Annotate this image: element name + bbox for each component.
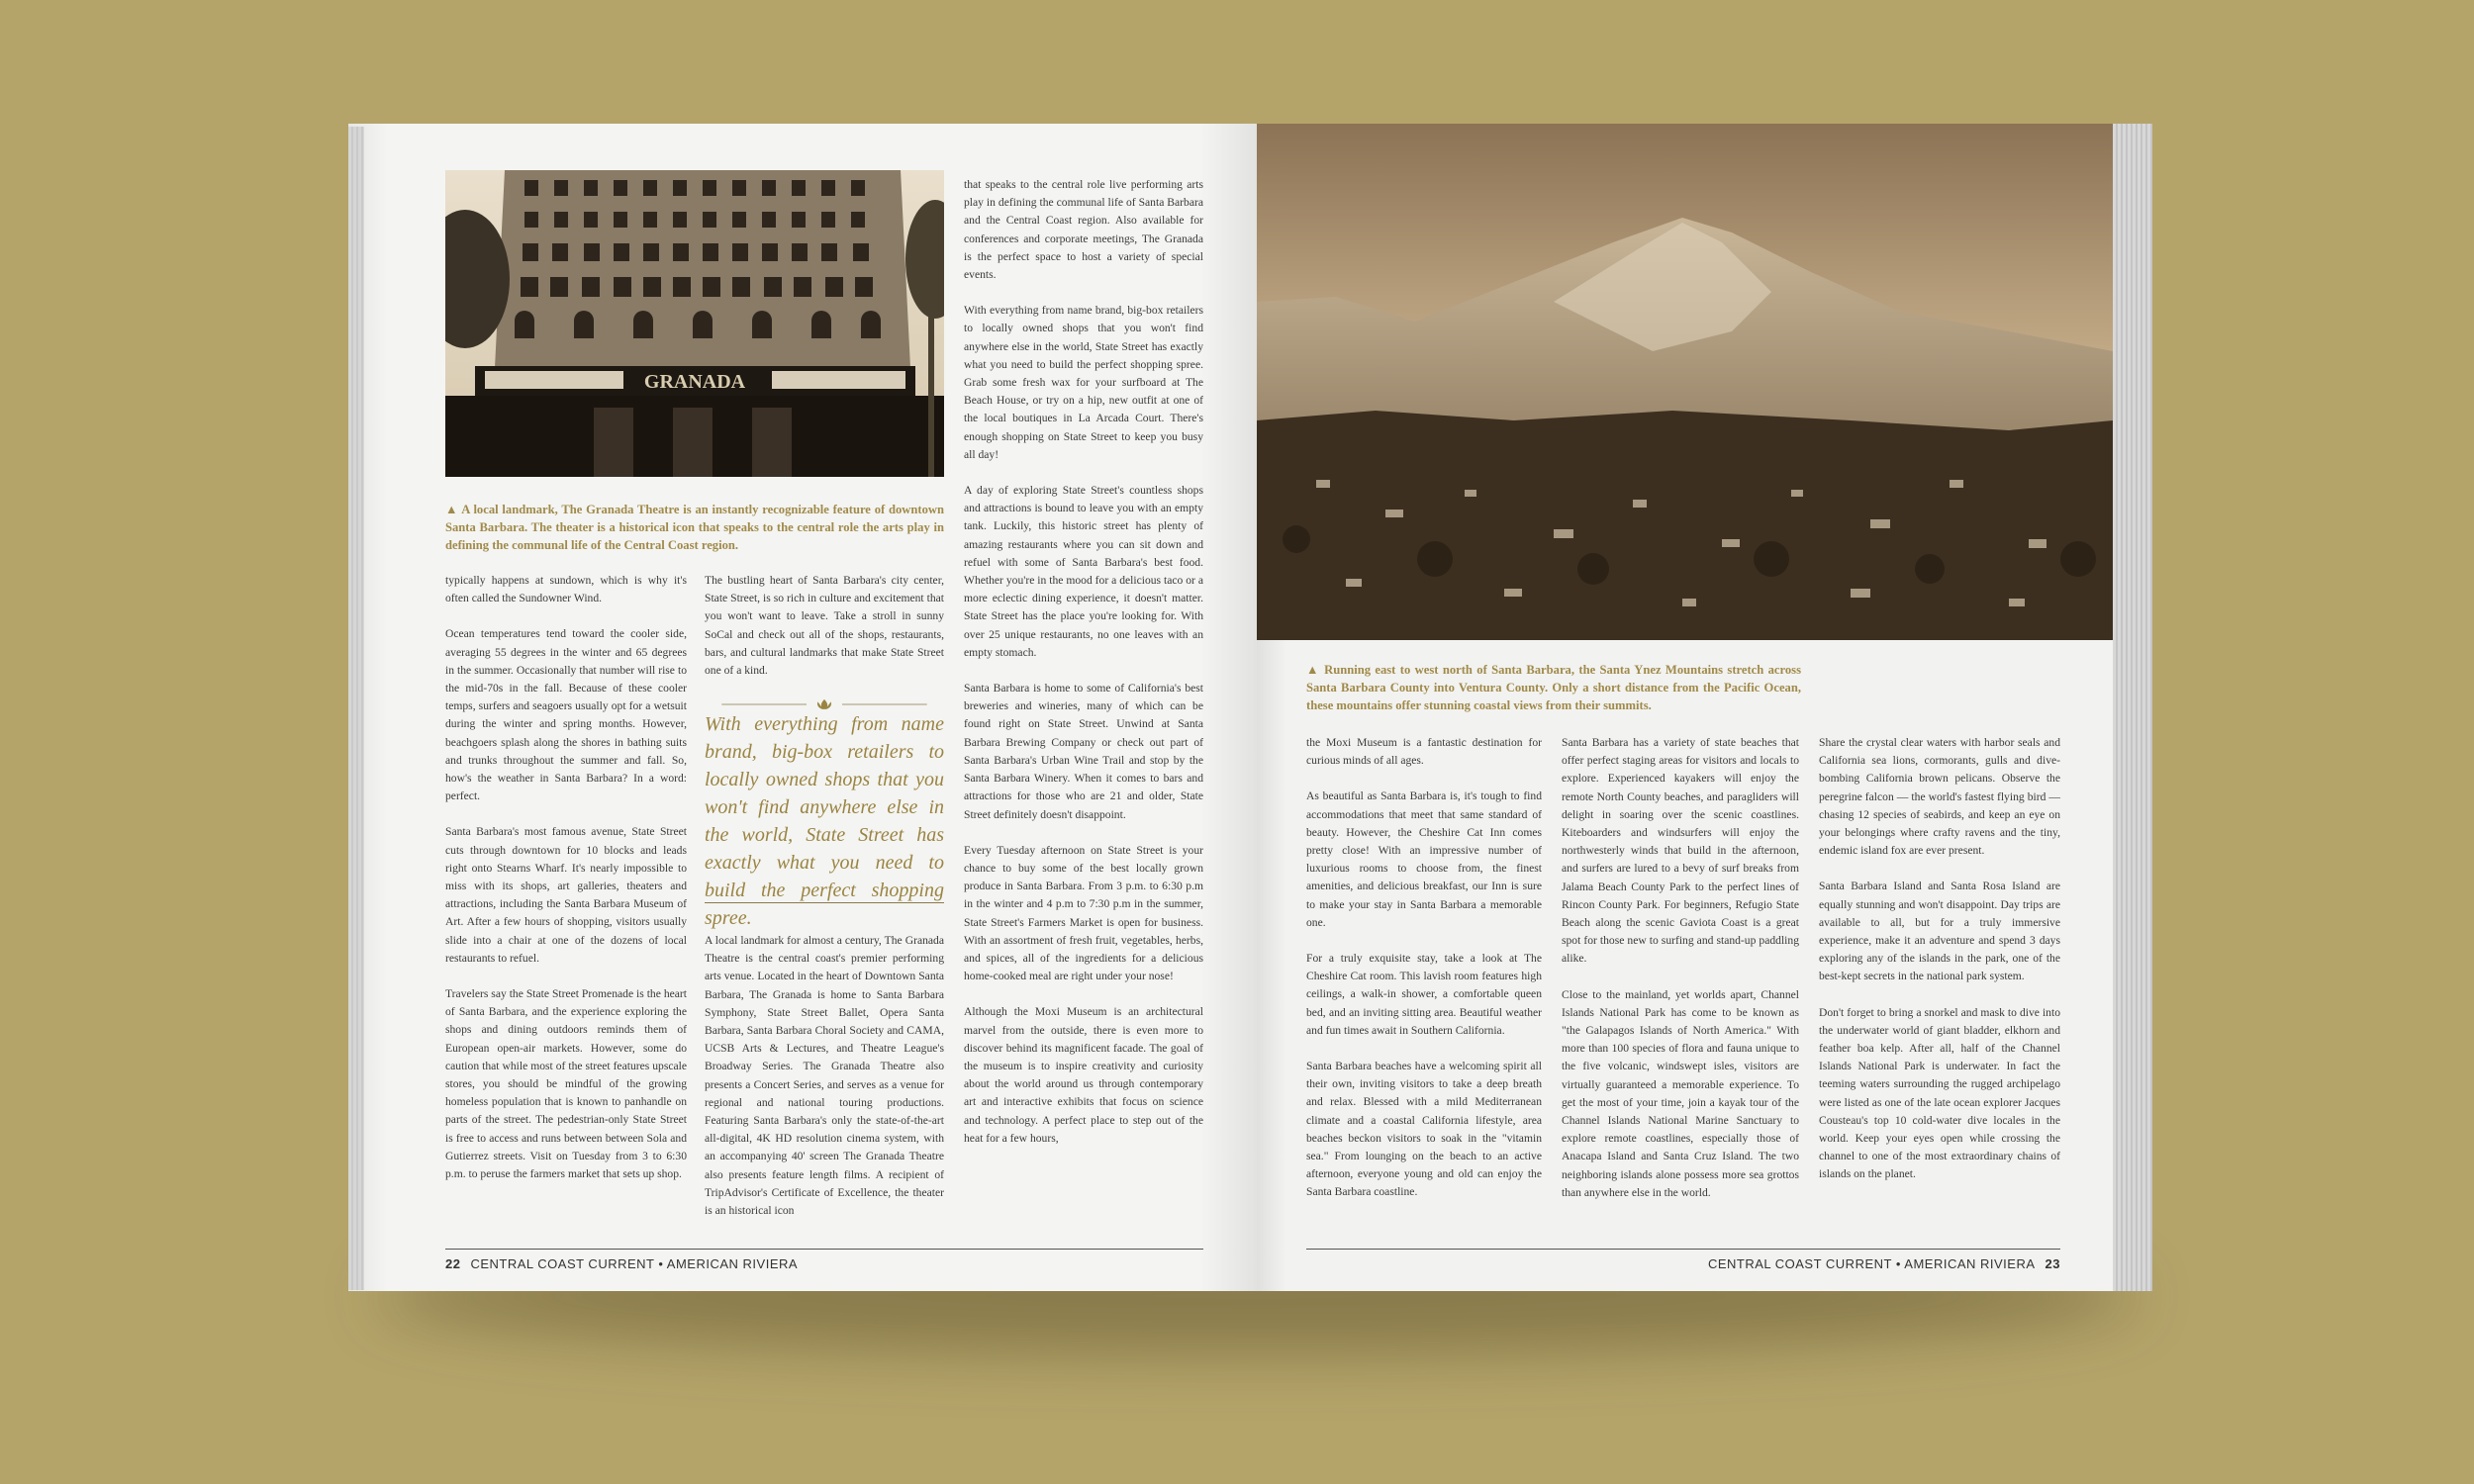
right-column-2 [1562, 734, 1799, 1220]
paragraph: Although the Moxi Museum is an architectural marvel from the outside, there is even more to discover behind its magnificent facade. The goal of the museum is to inspire creativity and curiosity about the world around us through contemporary art and interactive exhibits that focus on science and technology. A perfect place to step out of the heat for a few hours, [964, 1005, 1203, 1145]
page-number: 22 [445, 1256, 461, 1271]
right-page-edge [2113, 124, 2152, 1291]
paragraph: Close to the mainland, yet worlds apart, Channel Islands National Park has come to be known as "the Galapagos Islands of North America." With more than 100 species of flora and fauna unique to the five volcanic, windswept isles, visitors are virtually guaranteed a memorable experience. To get the most of your time, join a kayak tour of the Channel Islands National Marine Sanctuary to explore remote coastlines, especially those of Anacapa Island and Santa Cruz Island. The two neighboring islands alone possess more sea grottos than anywhere else in the world. [1562, 987, 1799, 1199]
left-footer-rule [445, 1249, 1203, 1250]
paragraph: typically happens at sundown, which is why it's often called the Sundowner Wind. [445, 574, 687, 605]
paragraph: Don't forget to bring a snorkel and mask to dive into the underwater world of giant bladder, elkhorn and feather boa kelp. After all, half of the Channel Islands National Park is underwater. In fact the teeming waters surrounding the rugged archipelago were listed as one of the late ocean explorer Jacques Cousteau's top 10 cold-water dive locales in the world. Keep your eyes open while crossing the channel to one of the most extraordinary chains of islands on the planet. [1819, 1005, 2060, 1181]
paragraph: Every Tuesday afternoon on State Street is your chance to buy some of the best locally grown produce in Santa Barbara. From 3 p.m. to 6:30 p.m in the winter and 4 p.m to 7:30 p.m in the summer, State Street's Farmers Market is open for business. With an assortment of fresh fruit, vegetables, herbs, and spices, all of the ingredients for a delicious home-cooked meal are right under your nose! [964, 843, 1203, 983]
page-number: 23 [2045, 1256, 2060, 1271]
paragraph: With everything from name brand, big-box retailers to locally owned shops that you won't find anywhere else in the world, State Street has exactly what you need to build the perfect shopping spree. Grab some fresh wax for your surfboard at The Beach House, or try on a hip, new outfit at one of the local boutiques in La Arcada Court. There's enough shopping on State Street to keep you busy all day! [964, 304, 1203, 461]
paragraph: Travelers say the State Street Promenade is the heart of Santa Barbara, and the experience exploring the shops and dining outdoors reminds them of European open-air markets. However, some do caution that while most of the street features upscale stores, you should be mindful of the growing homeless population that is known to panhandle on parts of the street. The pedestrian-only State Street is free to access and runs between between Sola and Gutierrez streets. Visit on Tuesday from 3 to 6:30 p.m. to peruse the farmers market that sets up shop. [445, 987, 687, 1181]
marquee-sign: GRANADA [643, 371, 746, 393]
paragraph: Santa Barbara's most famous avenue, State Street cuts through downtown for 10 blocks and leads right onto Stearns Wharf. It's nearly impossible to miss with its shops, art galleries, theaters and attractions, including the Santa Barbara Museum of Art. After a few hours of shopping, visitors usually slide into a chair at one of the dozens of local restaurants to refuel. [445, 825, 687, 965]
paragraph: As beautiful as Santa Barbara is, it's tough to find accommodations that meet that same standard of beauty. However, the Cheshire Cat Inn comes pretty close! With an impressive number of luxurious rooms to choose from, the finest amenities, and delicious breakfast, our Inn is sure to make your stay in Santa Barbara a memorable one. [1306, 789, 1542, 929]
left-column-3 [964, 176, 1203, 1165]
paragraph: Share the crystal clear waters with harbor seals and California sea lions, cormorants, gulls and dive-bombing California brown pelicans. Observe the peregrine falcon — the world's fastest flying bird — chasing 12 species of seabirds, and keep an eye on your belongings where crafty ravens and the tiny, endemic island fox are ever present. [1819, 736, 2060, 858]
left-column-2-bottom [705, 932, 944, 1238]
publication-name: CENTRAL COAST CURRENT • AMERICAN RIVIERA [1707, 1256, 2036, 1271]
right-column-3 [1819, 734, 2060, 1202]
paragraph: Santa Barbara is home to some of California's best breweries and wineries, many of which can be found right on State Street. Unwind at Santa Barbara Brewing Company or check out part of Santa Barbara's Urban Wine Trail and stop by the Santa Barbara Winery. When it comes to bars and attractions for those who are 21 and older, State Street definitely doesn't disappoint. [964, 682, 1203, 821]
left-column-2-top [705, 572, 944, 697]
left-page-edge [348, 127, 364, 1290]
right-footer [1708, 1256, 2060, 1271]
paragraph: Santa Barbara has a variety of state beaches that offer perfect staging areas for visitors and locals to explore. Experienced kayakers will enjoy the remote North County beaches, and paragliders will delight in soaring over the scenic coastlines. Kiteboarders and windsurfers will enjoy the northwesterly winds that build in the afternoon, and surfers are lured to a bevy of surf breaks from Jalama Beach County Park to the perfect lines of Rincon County Park. For beginners, Refugio State Beach along the scenic Gaviota Coast is a great spot for those new to surfing and stand-up paddling alike. [1562, 736, 1799, 966]
paragraph: that speaks to the central role live performing arts play in defining the communal life of Santa Barbara and the Central Coast region. Also available for conferences and corporate meetings, The Granada is the perfect space to host a variety of special events. [964, 178, 1203, 282]
paragraph: A day of exploring State Street's countless shops and attractions is bound to leave you with an empty tank. Luckily, this historic street has plenty of amazing restaurants where you can sit down and refuel with some of Santa Barbara's best food. Whether you're in the mood for a delicious taco or a more eclectic dining experience, it doesn't matter. State Street has the place you're looking for. With over 25 unique restaurants, no one leaves with an empty stomach. [964, 484, 1203, 659]
paragraph: Ocean temperatures tend toward the cooler side, averaging 55 degrees in the winter and 65 degrees in the summer. Occasionally that number will rise to the mid-70s in the fall. Because of these cooler temps, surfers and seagoers usually opt for a wetsuit during the winter and spring months. However, beachgoers splash along the shores in bathing suits and trunks throughout the summer and fall. So, how's the weather in Santa Barbara? In a word: perfect. [445, 627, 687, 803]
right-column-1 [1306, 734, 1542, 1220]
left-footer [445, 1256, 798, 1271]
right-footer-rule [1306, 1249, 2060, 1250]
left-column-1 [445, 572, 687, 1201]
paragraph: Santa Barbara Island and Santa Rosa Island are equally stunning and won't disappoint. Day trips are available to all, but for a truly immersive experience, make it an adventure and spend 3 days exploring any of the islands in the park, one of the best-kept secrets in the national park system. [1819, 880, 2060, 983]
publication-name: CENTRAL COAST CURRENT • AMERICAN RIVIERA [470, 1256, 799, 1271]
paragraph: the Moxi Museum is a fantastic destination for curious minds of all ages. [1306, 736, 1542, 768]
pull-quote: With everything from name brand, big-box retailers to locally owned shops that you won't find anywhere else in the world, State Street has exactly what you need to build the perfect shopping spree. [705, 713, 944, 929]
paragraph: A local landmark for almost a century, The Granada Theatre is the central coast's premier performing arts venue. Located in the heart of Downtown Santa Barbara, The Granada is home to Santa Barbara Symphony, State Street Ballet, Opera Santa Barbara, Santa Barbara Choral Society and CAMA, UCSB Arts & Lectures, and Theatre League's Broadway Series. The Granada Theatre also presents a Concert Series, and serves as a venue for regional and national touring productions. Featuring Santa Barbara's only the state-of-the-art all-digital, 4K HD resolution cinema system, with an accompanying 40' screen The Granada Theatre also presents feature length films. A recipient of TripAdvisor's Certificate of Excellence, the theater is an historical icon [705, 934, 944, 1218]
pull-quote-rule [705, 902, 944, 903]
mountains-caption: ▲ Running east to west north of Santa Barbara, the Santa Ynez Mountains stretch across Santa Barbara County into Ventura County. Only a short distance from the Pacific Ocean, these mountains offer stunning coastal views from their summits. [1306, 663, 1801, 712]
lotus-ornament-icon [705, 698, 944, 710]
granada-theatre-photo [445, 170, 944, 477]
granada-caption: ▲ A local landmark, The Granada Theatre is an instantly recognizable feature of downtown Santa Barbara. The theater is a historical icon that speaks to the central role the arts play in defining the communal life of the Central Coast region. [445, 503, 944, 552]
paragraph: The bustling heart of Santa Barbara's city center, State Street, is so rich in culture and excitement that you won't want to leave. Take a stroll in sunny SoCal and check out all of the shops, restaurants, bars, and cultural landmarks that make State Street one of a kind. [705, 574, 944, 678]
santa-ynez-mountains-photo [1257, 124, 2113, 640]
paragraph: For a truly exquisite stay, take a look at The Cheshire Cat room. This lavish room features high ceilings, a walk-in shower, a comfortable queen bed, and an inviting sitting area. Beautiful weather and fun times await in Southern California. [1306, 952, 1542, 1037]
paragraph: Santa Barbara beaches have a welcoming spirit all their own, inviting visitors to take a deep breath and relax. Blessed with a mild Mediterranean climate and a coastal California lifestyle, area beaches beckon visitors to soak in the "vitamin sea." From lounging on the beach to an active afternoon, everyone young and old can enjoy the Santa Barbara coastline. [1306, 1060, 1542, 1199]
